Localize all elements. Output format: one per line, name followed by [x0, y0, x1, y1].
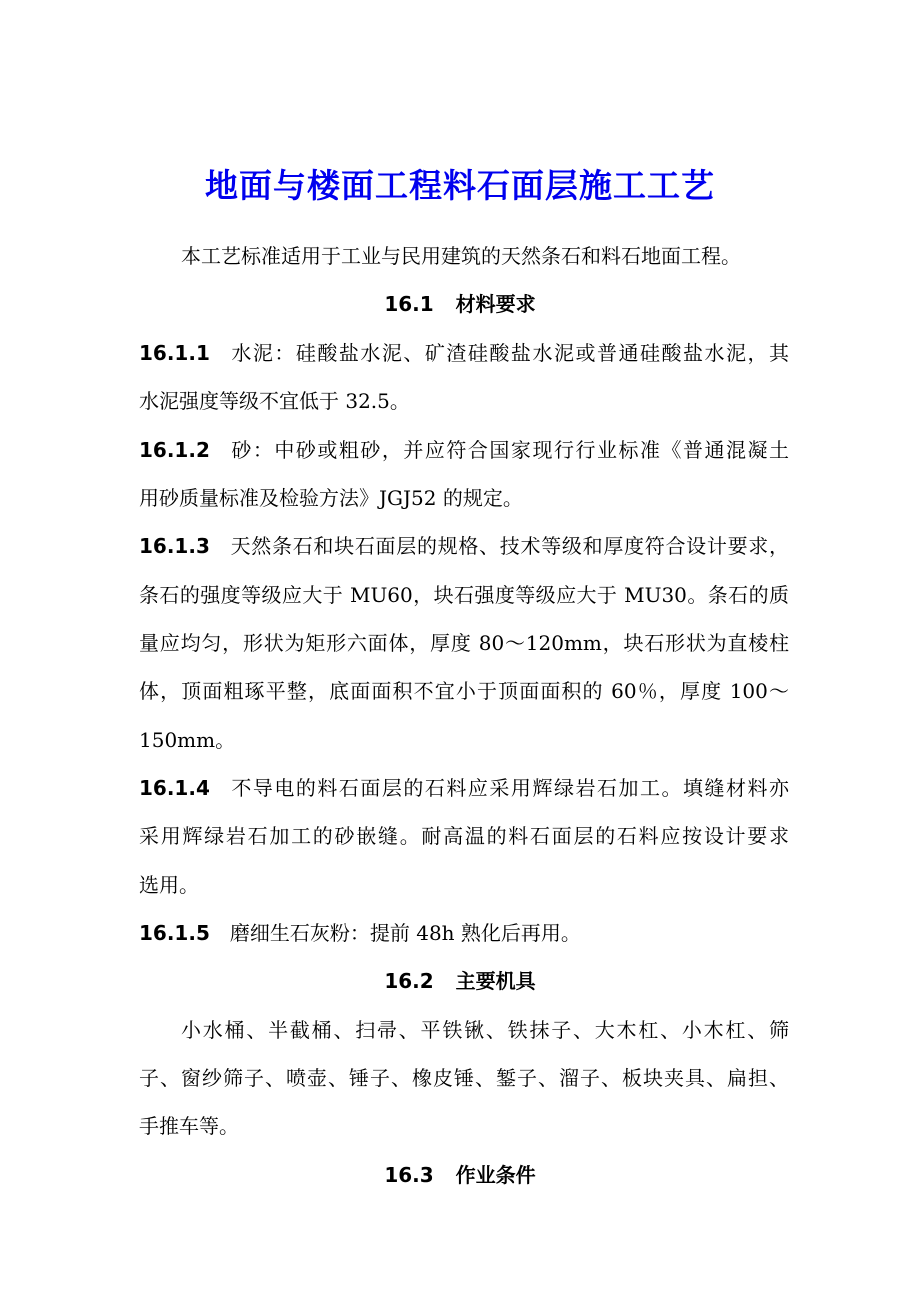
item-16-1-4-line-3: 选用。 — [139, 873, 199, 897]
item-16-1-5-line-1 — [139, 918, 789, 948]
item-16-1-4-line-2: 采用辉绿岩石加工的砂嵌缝。耐高温的料石面层的石料应按设计要求 — [139, 824, 789, 848]
section-number: 16.1 — [384, 292, 434, 316]
item-16-1-2-line-1 — [139, 435, 789, 465]
item-text: 天然条石和块石面层的规格、技术等级和厚度符合设计要求， — [229, 534, 789, 558]
section-title: 材料要求 — [455, 292, 536, 316]
item-text: 不导电的料石面层的石料应采用辉绿岩石加工。填缝材料亦 — [229, 776, 789, 800]
item-number: 16.1.4 — [139, 776, 210, 800]
document-title: 地面与楼面工程料石面层施工工艺 — [205, 166, 715, 205]
tools-line-3: 手推车等。 — [139, 1114, 239, 1138]
section-title: 主要机具 — [455, 969, 536, 993]
section-heading-16-2 — [0, 966, 920, 996]
item-16-1-3-line-2: 条石的强度等级应大于 MU60，块石强度等级应大于 MU30。条石的质 — [139, 583, 789, 607]
item-number: 16.1.3 — [139, 534, 210, 558]
item-text: 水泥：硅酸盐水泥、矿渣硅酸盐水泥或普通硅酸盐水泥，其 — [229, 341, 789, 365]
item-16-1-3-line-4: 体，顶面粗琢平整，底面面积不宜小于顶面面积的 60％，厚度 100～ — [139, 679, 789, 703]
tools-line-2: 子、窗纱筛子、喷壶、锤子、橡皮锤、錾子、溜子、板块夹具、扁担、 — [139, 1066, 789, 1090]
section-number: 16.3 — [384, 1163, 434, 1187]
item-number: 16.1.1 — [139, 341, 210, 365]
section-title: 作业条件 — [455, 1163, 536, 1187]
intro-paragraph: 本工艺标准适用于工业与民用建筑的天然条石和料石地面工程。 — [181, 244, 741, 268]
tools-line-1: 小水桶、半截桶、扫帚、平铁锹、铁抹子、大木杠、小木杠、筛 — [181, 1018, 789, 1042]
item-16-1-4-line-1 — [139, 773, 789, 803]
item-number: 16.1.2 — [139, 438, 210, 462]
item-16-1-1-line-2: 水泥强度等级不宜低于 32.5。 — [139, 389, 410, 413]
item-number: 16.1.5 — [139, 921, 210, 945]
item-16-1-3-line-5: 150mm。 — [139, 728, 236, 752]
section-heading-16-3 — [0, 1160, 920, 1190]
item-16-1-3-line-1 — [139, 531, 789, 561]
item-16-1-3-line-3: 量应均匀，形状为矩形六面体，厚度 80～120mm，块石形状为直棱柱 — [139, 631, 789, 655]
item-16-1-2-line-2: 用砂质量标准及检验方法》JGJ52 的规定。 — [139, 486, 523, 510]
item-16-1-1-line-1 — [139, 338, 789, 368]
item-text: 磨细生石灰粉：提前 48h 熟化后再用。 — [229, 921, 581, 945]
section-number: 16.2 — [384, 969, 434, 993]
section-heading-16-1 — [0, 289, 920, 319]
item-text: 砂：中砂或粗砂，并应符合国家现行行业标准《普通混凝土 — [229, 438, 789, 462]
